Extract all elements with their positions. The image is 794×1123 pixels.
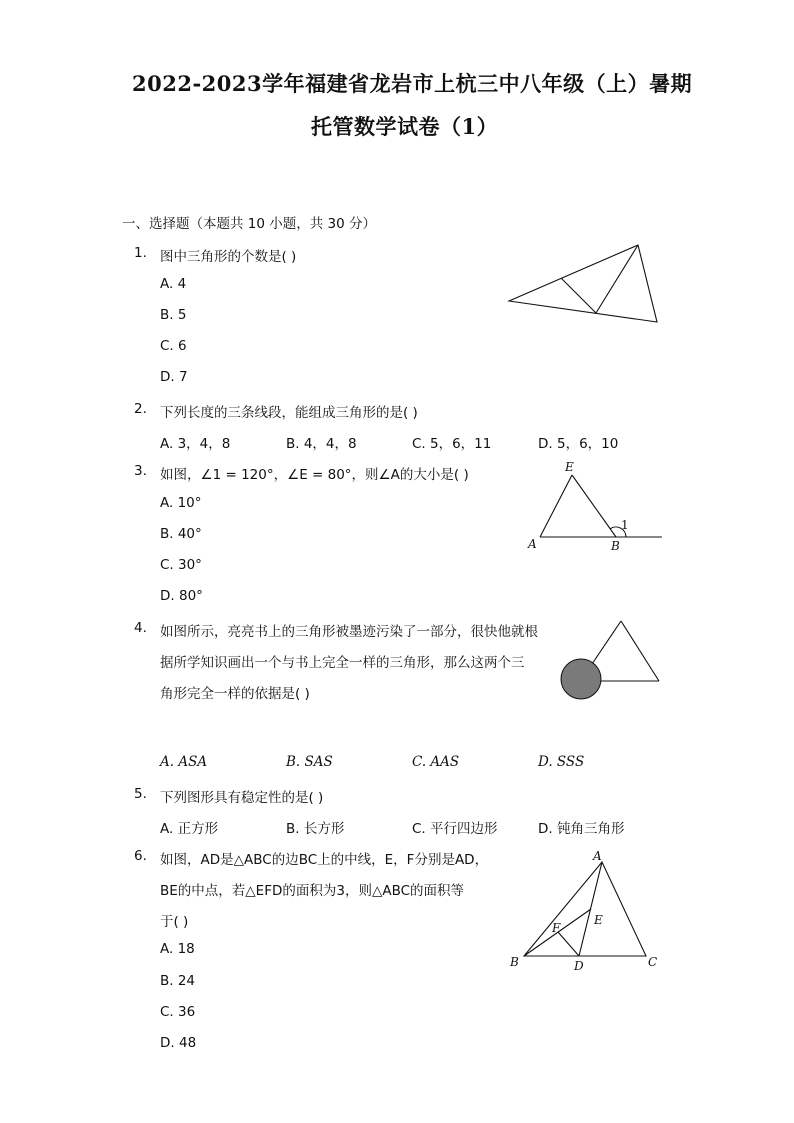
q6-option-c[interactable]: C. 36 xyxy=(160,1004,196,1020)
page-title-line1: 2022-2023学年福建省龙岩市上杭三中八年级（上）暑期 xyxy=(132,71,693,96)
q6-label-a: A xyxy=(593,849,602,863)
q2-option-a[interactable]: A. 3，4，8 xyxy=(160,436,231,452)
q3-label-angle-1: 1 xyxy=(621,518,629,532)
q6-triangle-figure xyxy=(506,848,666,976)
q4-ink-triangle-figure xyxy=(556,616,666,704)
q6-option-d[interactable]: D. 48 xyxy=(160,1035,197,1051)
q1-inner-segment-1 xyxy=(561,278,596,313)
q2-option-b[interactable]: B. 4，4，8 xyxy=(286,436,357,452)
question-6-line-1: 如图，AD是△ABC的边BC上的中线，E，F分别是AD， xyxy=(160,852,489,868)
q6-label-f: F xyxy=(552,921,561,935)
question-3-number: 3. xyxy=(134,463,147,479)
question-4-line-3: 角形完全一样的依据是( ) xyxy=(160,686,310,702)
q3-side-eb xyxy=(572,475,616,537)
q3-label-b: B xyxy=(611,539,620,553)
q5-option-d[interactable]: D. 钝角三角形 xyxy=(538,821,625,837)
question-1-number: 1. xyxy=(134,245,147,261)
question-3-text: 如图，∠1 = 120°，∠E = 80°，则∠A的大小是( ) xyxy=(160,467,469,483)
question-6-line-2: BE的中点，若△EFD的面积为3，则△ABC的面积等 xyxy=(160,883,465,899)
question-6-number: 6. xyxy=(134,848,147,864)
q5-option-c[interactable]: C. 平行四边形 xyxy=(412,821,498,837)
q6-label-e: E xyxy=(594,913,603,927)
question-1-text: 图中三角形的个数是( ) xyxy=(160,249,297,265)
question-4-number: 4. xyxy=(134,620,147,636)
q1-option-a[interactable]: A. 4 xyxy=(160,276,187,292)
q6-label-d: D xyxy=(574,959,584,973)
q4-option-b[interactable]: B. SAS xyxy=(286,754,333,770)
q4-option-a[interactable]: A. ASA xyxy=(160,754,208,770)
q3-label-e: E xyxy=(565,460,574,474)
question-6-line-3: 于( ) xyxy=(160,914,189,930)
q1-inner-segment-2 xyxy=(596,245,638,313)
q5-option-b[interactable]: B. 长方形 xyxy=(286,821,345,837)
q6-option-b[interactable]: B. 24 xyxy=(160,973,196,989)
q2-option-c[interactable]: C. 5，6，11 xyxy=(412,436,492,452)
question-2-text: 下列长度的三条线段，能组成三角形的是( ) xyxy=(160,405,418,421)
q6-label-b: B xyxy=(510,955,519,969)
q4-side-right xyxy=(621,621,659,681)
question-2-number: 2. xyxy=(134,401,147,417)
q6-triangle-abc xyxy=(524,862,646,956)
q6-segment-fd xyxy=(558,932,579,956)
q1-option-d[interactable]: D. 7 xyxy=(160,369,188,385)
q4-ink-blot xyxy=(561,659,601,699)
q4-option-c[interactable]: C. AAS xyxy=(412,754,460,770)
section-heading: 一、选择题（本题共 10 小题，共 30 分） xyxy=(122,216,377,232)
q3-option-d[interactable]: D. 80° xyxy=(160,588,203,604)
q1-option-b[interactable]: B. 5 xyxy=(160,307,187,323)
q5-option-a[interactable]: A. 正方形 xyxy=(160,821,219,837)
q6-label-c: C xyxy=(648,955,658,969)
q2-option-d[interactable]: D. 5，6，10 xyxy=(538,436,619,452)
q3-option-b[interactable]: B. 40° xyxy=(160,526,202,542)
q4-option-d[interactable]: D. SSS xyxy=(538,754,585,770)
q3-option-a[interactable]: A. 10° xyxy=(160,495,202,511)
question-5-number: 5. xyxy=(134,786,147,802)
q3-label-a: A xyxy=(528,537,537,551)
q3-side-ae xyxy=(540,475,572,537)
page-title-line2: 托管数学试卷（1） xyxy=(311,114,499,139)
question-5-text: 下列图形具有稳定性的是( ) xyxy=(160,790,324,806)
q1-option-c[interactable]: C. 6 xyxy=(160,338,187,354)
question-4-line-1: 如图所示，亮亮书上的三角形被墨迹污染了一部分，很快他就根 xyxy=(160,624,538,640)
q6-option-a[interactable]: A. 18 xyxy=(160,941,195,957)
q3-option-c[interactable]: C. 30° xyxy=(160,557,202,573)
q1-outer-triangle xyxy=(509,245,657,322)
q4-side-left xyxy=(592,621,621,664)
q3-triangle-figure xyxy=(522,458,664,554)
question-4-line-2: 据所学知识画出一个与书上完全一样的三角形，那么这两个三 xyxy=(160,655,525,671)
q1-triangle-figure xyxy=(500,236,670,328)
